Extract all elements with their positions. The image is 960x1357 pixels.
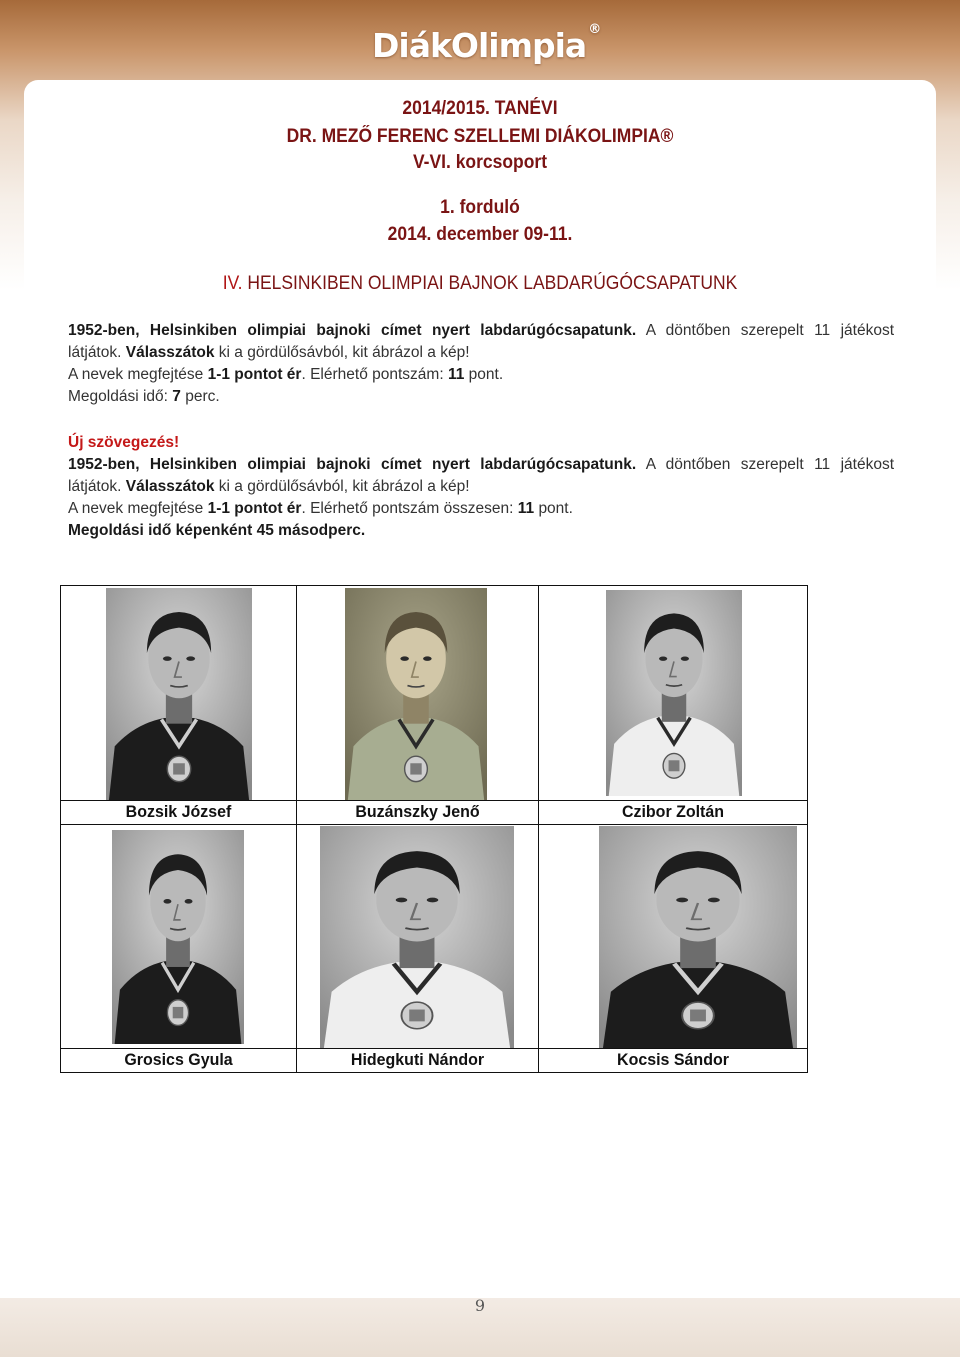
round-date: 2014. december 09-11.: [387, 224, 573, 245]
portrait-photo: [599, 826, 797, 1048]
portrait-photo: [112, 830, 244, 1044]
page-number: 9: [474, 1296, 486, 1315]
player-photo: [320, 826, 514, 1048]
portrait-photo: [320, 826, 514, 1048]
task-line: látjátok. Válasszátok ki a gördülősávból, kit ábrázol a kép!: [68, 478, 470, 495]
school-year-title: 2014/2015. TANÉVI: [402, 98, 558, 119]
task-description-original: [68, 320, 894, 408]
task-line: Megoldási idő képenként 45 másodperc.: [68, 522, 366, 539]
player-photo: [345, 588, 487, 800]
section-title-text: HELSINKIBEN OLIMPIAI BAJNOK LABDARÚGÓCSAPATUNK: [247, 273, 738, 294]
player-photo: [606, 590, 742, 796]
portrait-photo: [606, 590, 742, 796]
task-line: látjátok. Válasszátok ki a gördülősávból, kit ábrázol a kép!: [68, 344, 470, 361]
table-divider: [296, 586, 297, 1072]
player-name: Bozsik József: [125, 802, 232, 821]
player-name: Kocsis Sándor: [617, 1050, 729, 1069]
section-title: [38, 272, 921, 296]
new-wording-label: Új szövegezés!: [68, 434, 180, 451]
player-name: Czibor Zoltán: [621, 802, 725, 821]
task-line: A nevek megfejtése 1-1 pontot ér. Elérhető pontszám összesen: 11 pont.: [68, 500, 573, 517]
section-number: IV.: [222, 273, 243, 294]
crest-icon: [663, 753, 685, 778]
crest-icon: [167, 1000, 188, 1026]
task-line: 1952-ben, Helsinkiben olimpiai bajnoki címet nyert labdarúgócsapatunk. A döntőben szerepelt 11 játékost: [68, 322, 895, 339]
player-name: Buzánszky Jenő: [355, 802, 480, 821]
player-photo: [599, 826, 797, 1048]
portrait-photo: [106, 588, 252, 800]
table-divider: [61, 824, 807, 825]
player-photo: [106, 588, 252, 800]
task-description-new: [68, 432, 894, 542]
player-name: Grosics Gyula: [124, 1050, 233, 1069]
task-line: 1952-ben, Helsinkiben olimpiai bajnoki címet nyert labdarúgócsapatunk. A döntőben szerepelt 11 játékost: [68, 456, 895, 473]
players-photo-table: [60, 585, 808, 1073]
diakolimpia-logo: DiákOlimpia ®: [372, 22, 601, 65]
player-photo: [112, 830, 244, 1044]
crest-icon: [167, 756, 190, 781]
player-name: Hidegkuti Nándor: [350, 1050, 485, 1069]
crest-icon: [405, 756, 428, 781]
task-line: A nevek megfejtése 1-1 pontot ér. Elérhető pontszám: 11 pont.: [68, 366, 504, 383]
competition-title: DR. MEZŐ FERENC SZELLEMI DIÁKOLIMPIA®: [286, 126, 674, 147]
round-label: 1. forduló: [440, 197, 520, 218]
portrait-photo: [345, 588, 487, 800]
crest-icon: [682, 1002, 714, 1029]
table-divider: [538, 586, 539, 1072]
crest-icon: [401, 1002, 432, 1029]
age-group: V-VI. korcsoport: [412, 152, 548, 173]
task-line: Megoldási idő: 7 perc.: [68, 388, 220, 405]
